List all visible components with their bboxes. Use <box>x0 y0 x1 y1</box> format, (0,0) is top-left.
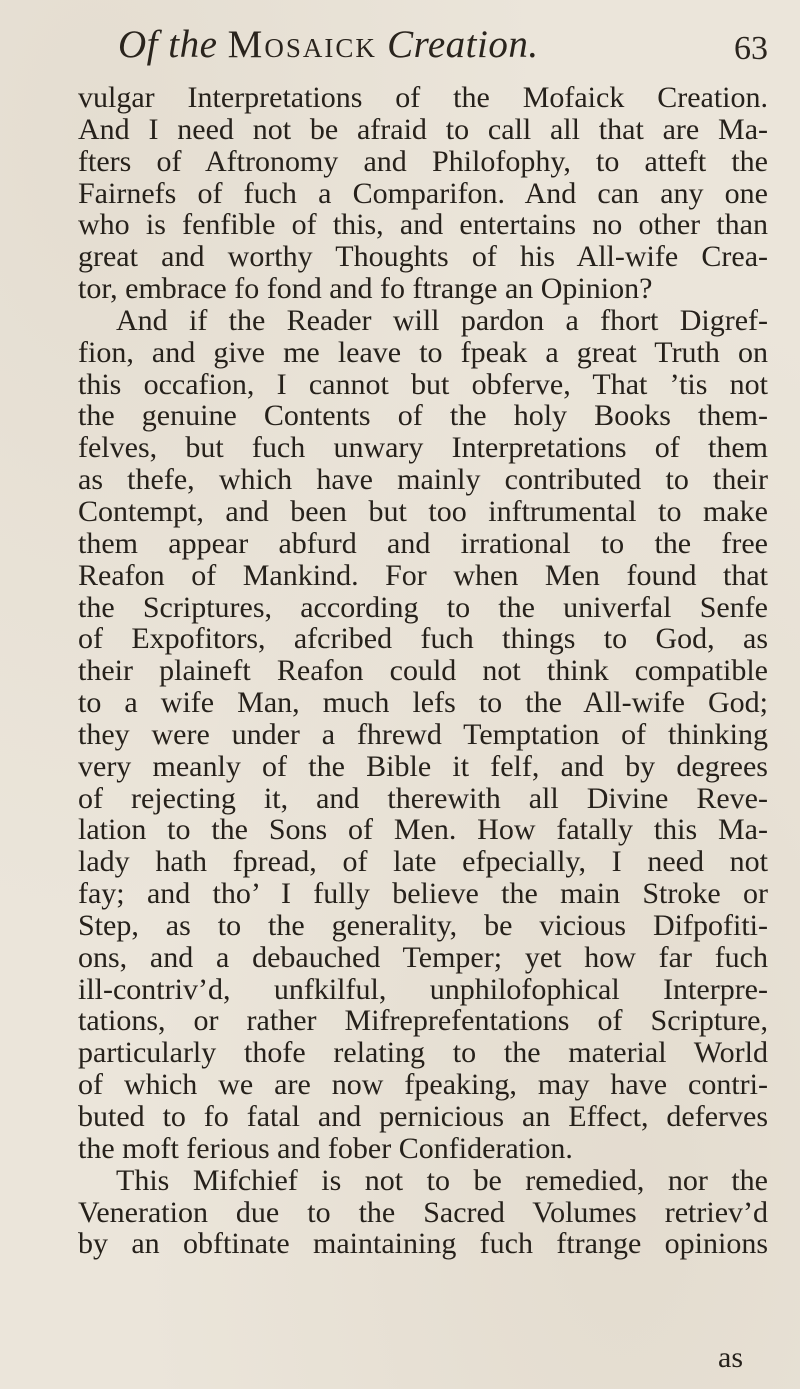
text-line: This Mifchief is not to be remedied, nor the <box>116 1163 768 1197</box>
text-line: who is fenfible of this, and entertains no other than <box>78 208 768 242</box>
text-line: And if the Reader will pardon a fhort Digref- <box>116 303 768 337</box>
text-line: particularly thofe relating to the material World <box>78 1036 768 1070</box>
text-line: the moft ferious and fober Confideration. <box>78 1131 573 1165</box>
text-line: tor, embrace fo fond and fo ftrange an Opinion? <box>78 272 653 306</box>
text-line: buted to fo fatal and pernicious an Effect, deferves <box>78 1100 768 1133</box>
running-title-suffix: Creation. <box>387 23 539 66</box>
text-line: fion, and give me leave to fpeak a great Truth on <box>78 335 768 369</box>
text-line: of rejecting it, and therewith all Divine Reve- <box>78 781 768 815</box>
text-line: their plaineft Reafon could not think compatible <box>78 654 768 688</box>
text-line: of which we are now fpeaking, may have contri- <box>78 1068 768 1102</box>
text-line: by an obftinate maintaining fuch ftrange opinions <box>78 1227 768 1261</box>
text-line: Contempt, and been but too inftrumental to make <box>78 494 768 528</box>
text-line: Veneration due to the Sacred Volumes retriev’d <box>78 1195 768 1229</box>
text-line: Fairnefs of fuch a Comparifon. And can any one <box>78 176 768 210</box>
text-line: the Scriptures, according to the univerfal Senfe <box>78 590 768 624</box>
text-line: to a wife Man, much lefs to the All-wife God; <box>78 686 768 720</box>
body-text <box>78 82 768 1260</box>
text-line: tations, or rather Mifreprefentations of Scripture, <box>78 1004 768 1038</box>
running-title-prefix: Of the <box>118 23 218 66</box>
text-line: very meanly of the Bible it felf, and by degrees <box>78 749 768 783</box>
text-line: And I need not be afraid to call all that are Ma- <box>78 112 768 146</box>
text-line: great and worthy Thoughts of his All-wife Crea- <box>78 240 768 274</box>
running-title-name: Mosaick <box>227 23 377 66</box>
text-line: of Expofitors, afcribed fuch things to God, as <box>78 622 768 656</box>
text-line: them appear abfurd and irrational to the free <box>78 526 768 560</box>
text-line: as thefe, which have mainly contributed to their <box>78 463 768 497</box>
text-line: fay; and tho’ I fully believe the main Stroke or <box>78 877 768 911</box>
text-line: this occafion, I cannot but obferve, That ’tis not <box>78 367 768 401</box>
text-line: Step, as to the generality, be vicious Difpofiti- <box>78 908 768 942</box>
catchword: as <box>718 1341 743 1374</box>
text-line: lady hath fpread, of late efpecially, I need not <box>78 845 768 879</box>
text-line: ill-contriv’d, unfkilful, unphilofophical Interpre- <box>78 972 768 1006</box>
running-title <box>118 22 539 67</box>
text-line: lation to the Sons of Men. How fatally this Ma- <box>78 813 768 847</box>
text-line: fters of Aftronomy and Philofophy, to atteft the <box>78 144 768 178</box>
page-number: 63 <box>734 30 768 67</box>
text-line: the genuine Contents of the holy Books them- <box>78 399 768 433</box>
text-line: felves, but fuch unwary Interpretations of them <box>78 431 768 465</box>
text-line: they were under a fhrewd Temptation of thinking <box>78 717 768 751</box>
text-line: Reafon of Mankind. For when Men found that <box>78 558 768 592</box>
text-line: vulgar Interpretations of the Mofaick Creation. <box>78 81 768 114</box>
text-line: ons, and a debauched Temper; yet how far fuch <box>78 940 768 974</box>
